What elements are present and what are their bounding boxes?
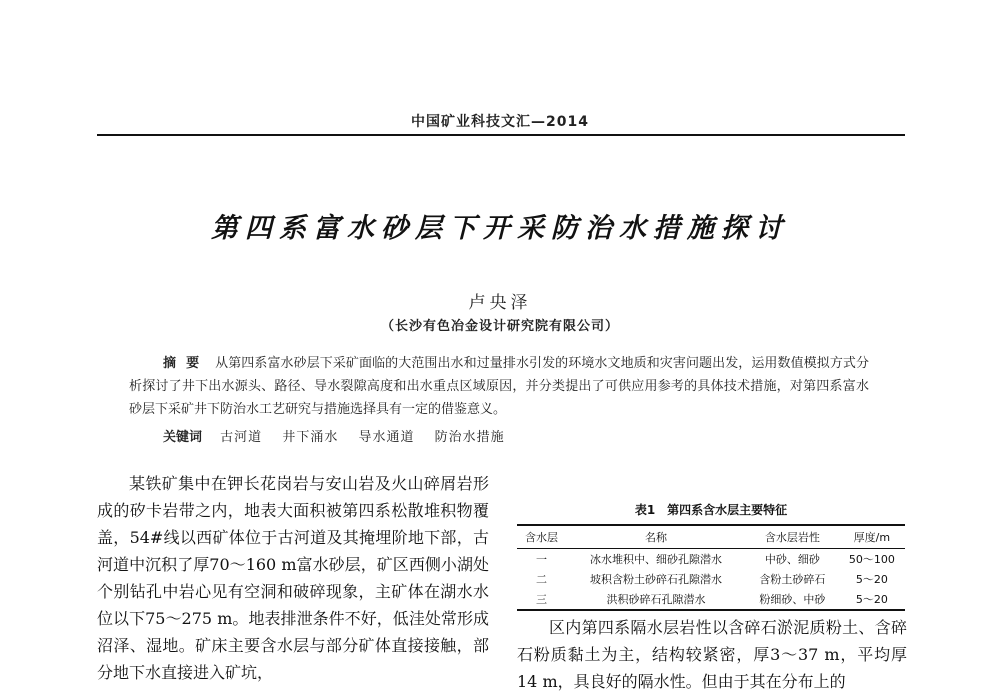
- author-name: 卢央泽: [468, 293, 532, 313]
- table-cell: 5～20: [855, 573, 888, 586]
- table-cell: 5～20: [839, 589, 905, 610]
- abstract: [129, 352, 869, 421]
- table-cell: 三: [517, 589, 566, 610]
- keyword: 井下涌水: [282, 430, 339, 445]
- body-right-paragraph: 区内第四系隔水层岩性以含碎石淤泥质粉土、含碎石粉质黏土为主，结构较紧密，厚3～37 m，平均厚14 m，具良好的隔水性。但由于其在分布上的: [517, 618, 907, 691]
- table-header-cell: 含水层: [517, 525, 566, 549]
- abstract-text: 从第四系富水砂层下采矿面临的大范围出水和过量排水引发的环境水文地质和灾害问题出发，运用数值模拟方式分析探讨了井下出水源头、路径、导水裂隙高度和出水重点区域原因，并分类提出了可供应用参考的具体技术措施，对第四系富水砂层下采矿井下防治水工艺研究与措施选择具有一定的借鉴意义。: [129, 356, 869, 417]
- table-header-row: [517, 525, 905, 549]
- journal-header: 中国矿业科技文汇—2014: [411, 114, 589, 130]
- author-affiliation: （长沙有色冶金设计研究院有限公司）: [380, 319, 619, 334]
- aquifer-table: [517, 524, 905, 611]
- table-row: [517, 549, 905, 570]
- table-header-cell: 厚度/m: [839, 525, 905, 549]
- table-header-cell: 名称: [566, 525, 746, 549]
- keyword: 古河道: [220, 430, 263, 445]
- body-left-paragraph: 某铁矿集中在钾长花岗岩与安山岩及火山碎屑岩形成的矽卡岩带之内，地表大面积被第四系松散堆积物覆盖，54#线以西矿体位于古河道及其掩埋阶地下部，古河道中沉积了厚70～160 m富水砂层，矿区西侧小湖处个别钻孔中岩心见有空洞和破碎现象，主矿体在湖水水位以下75～275 m。地表排泄条件不好，低洼处常形成沼泽、湿地。矿床主要含水层与部分矿体直接接触，部分地下水直接进入矿坑，: [97, 474, 489, 682]
- table-cell: 二: [535, 573, 547, 586]
- table-cell: 中砂、细砂: [764, 553, 820, 566]
- table-caption: 表1 第四系含水层主要特征: [634, 503, 788, 517]
- abstract-label: 摘要: [163, 356, 210, 371]
- keyword: 防治水措施: [434, 430, 505, 445]
- keywords: [163, 426, 863, 445]
- keyword: 导水通道: [358, 430, 415, 445]
- table-cell: 一: [535, 553, 547, 566]
- table-cell: 粉细砂、中砂: [746, 589, 839, 610]
- table-row: [517, 589, 905, 610]
- table-cell: 50～100: [848, 553, 895, 566]
- table-header-cell: 含水层岩性: [746, 525, 839, 549]
- keywords-label: 关键词: [163, 430, 203, 445]
- table-row: [517, 569, 905, 589]
- table-cell: 冰水堆积中、细砂孔隙潜水: [590, 553, 723, 566]
- table-cell: 洪积砂碎石孔隙潜水: [566, 589, 746, 610]
- table-cell: 含粉土砂碎石: [759, 573, 826, 586]
- table-cell: 坡积含粉土砂碎石孔隙潜水: [590, 573, 723, 586]
- article-title: 第四系富水砂层下开采防治水措施探讨: [211, 213, 789, 244]
- header-divider: [97, 134, 905, 136]
